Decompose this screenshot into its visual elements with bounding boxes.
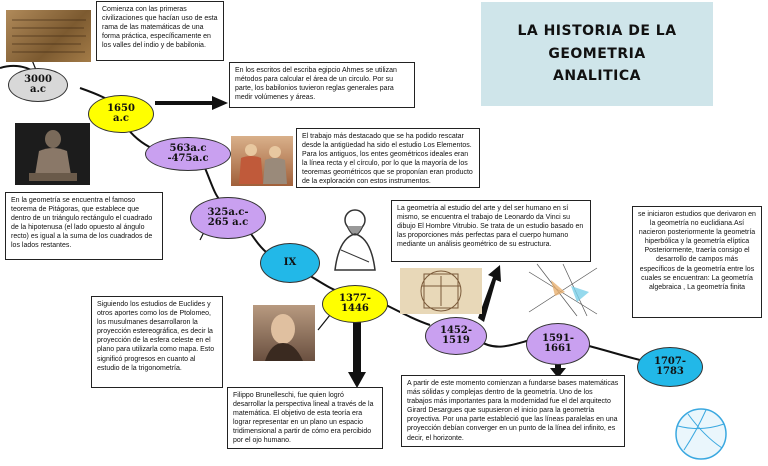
non-euclidean-geometry-image — [666, 402, 736, 462]
leader-line — [318, 315, 330, 330]
scribe-statue-icon — [15, 123, 90, 185]
papyrus-icon — [6, 10, 91, 62]
node-325: 325a.c- 265 a.c — [190, 197, 266, 239]
arrow-1650 — [155, 96, 228, 110]
node-1452: 1452- 1519 — [425, 317, 487, 355]
arrow-1377-down — [348, 320, 366, 388]
text-box-ahmes: En los escritos del escriba egipcio Ahmes se utilizan métodos para calcular el área de un circulo. Por su parte, los babilonios tuvieron reglas generales para medir volúmenes y áreas. — [229, 62, 415, 108]
euclid-icon — [325, 200, 383, 272]
text-box-non-euclidean: se iniciaron estudios que derivaron en la geometría no euclidiana.Así nacieron posteriormente la geometría hiperbólica y la geometría elíptica Posteriormente, traería consigo el desarrollo de campos más específicos de la geometría entre los cuales se encuentran: La geometría algebraica , La geometría finita — [632, 206, 762, 318]
projective-geometry-image — [527, 262, 599, 318]
euclid-portrait-image — [325, 200, 383, 272]
node-563: 563a.c -475a.c — [145, 137, 231, 171]
vitruvian-man-image — [400, 268, 482, 314]
title-line-2: GEOMETRIA — [548, 45, 646, 62]
egyptian-scribe-image — [15, 123, 90, 185]
text-box-elements: El trabajo más destacado que se ha podido rescatar desde la antigüedad ha sido el estudio Los Elementos. Para los antiguos, los entes geométricos ideales eran la línea recta y el círculo, por lo que la mayoría de los teoremas geométricos que se proponían eran producto de la exploración con estos instrumentos. — [296, 128, 480, 188]
title-banner — [481, 2, 713, 106]
node-3000: 3000 a.c — [8, 68, 68, 102]
vitruvian-man-icon — [400, 268, 482, 314]
node-1591: 1591- 1661 — [526, 323, 590, 365]
text-box-muslim-projection: Siguiendo los estudios de Euclides y otros aportes como los de Ptolomeo, los musulmanes desarrollaron la proyección estereográfica, es decir la proyección de la esfera celeste en el plano para utilizarla como mapa. Esto significó progresos en cuanto al estudio de la trigonometría. — [91, 296, 223, 388]
title-line-3: ANALITICA — [553, 68, 641, 85]
hyperbolic-disk-icon — [666, 402, 736, 462]
node-1377: 1377- 1446 — [322, 285, 388, 323]
brunelleschi-portrait-image — [253, 305, 315, 361]
projective-diagram-icon — [527, 262, 599, 318]
philosophers-icon — [231, 136, 293, 186]
text-box-pythagoras: En la geometría se encuentra el famoso teorema de Pitágoras, que establece que dentro de un triángulo rectángulo el cuadrado de la hipotenusa (el lado opuesto al ángulo recto) es igual a la suma de los cuadrados de los lados restantes. — [5, 192, 163, 260]
brunelleschi-icon — [253, 305, 315, 361]
text-box-brunelleschi: Filippo Brunelleschi, fue quien logró desarrollar la perspectiva lineal a través de la matemática. El objetivo de esta teoría era lograr representar en un plano un espacio tridimensional a partir de cómo era percibido por el ojo humano. — [227, 387, 383, 449]
text-box-desargues: A partir de este momento comienzan a fundarse bases matemáticas más sólidas y complejas dentro de la geometría. Uno de los trabajos más importantes para la modernidad fue el del arquitecto Girard Desargues que supusieron el inicio para la geometría proyectiva. Por una parte estableció que las líneas paralelas en una proyección debían converger en un punto de la línea del infinito, es decir, el horizonte. — [401, 375, 625, 447]
text-box-origins: Comienza con las primeras civilizaciones que hacían uso de esta rama de las matemáticas de una forma práctica, específicamente en los valles del indio y de babilonia. — [96, 1, 224, 61]
title-line-1: LA HISTORIA DE LA — [517, 23, 677, 40]
timeline-line — [585, 345, 640, 360]
timeline-line — [205, 168, 220, 200]
text-box-da-vinci: La geometría al estudio del arte y del ser humano en sí mismo, se encuentra el trabajo de Leonardo da Vinci su dibujo El Hombre Vitrubio. Se trata de un estudio basado en las proporciones más perfectas para el cuerpo humano mediante un análisis geométrico de su estructura. — [391, 200, 591, 262]
school-of-athens-image — [231, 136, 293, 186]
node-1650: 1650 a.c — [88, 95, 154, 133]
papyrus-image — [6, 10, 91, 62]
node-1707: 1707- 1783 — [637, 347, 703, 387]
node-ix: IX — [260, 243, 320, 283]
